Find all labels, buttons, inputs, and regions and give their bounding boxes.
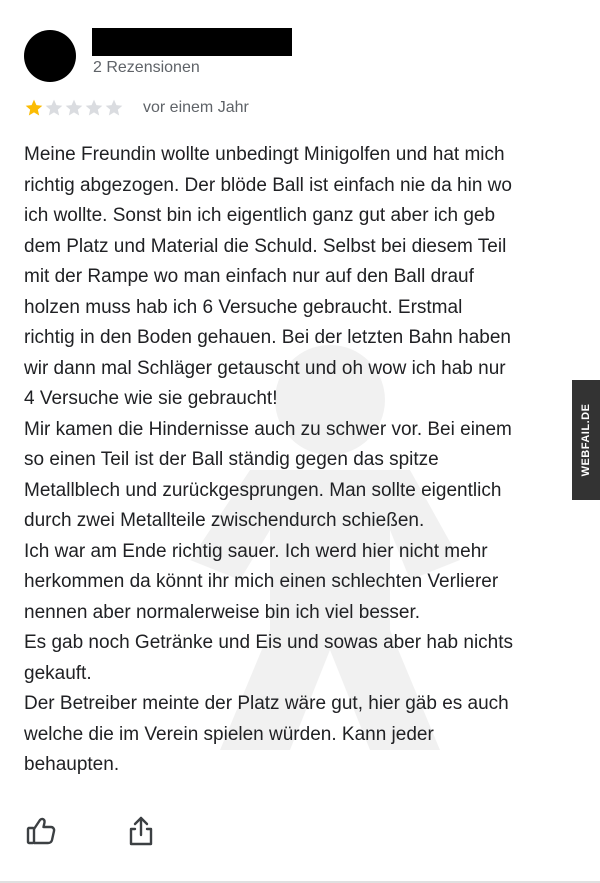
redacted-reviewer-name[interactable] xyxy=(92,28,292,56)
share-button[interactable] xyxy=(124,814,158,848)
avatar[interactable] xyxy=(24,30,76,82)
star-empty-icon xyxy=(84,98,104,118)
reviewer-header xyxy=(24,28,584,84)
review-actions xyxy=(24,814,224,848)
star-empty-icon xyxy=(104,98,124,118)
like-button[interactable] xyxy=(24,814,58,848)
share-icon xyxy=(124,814,158,848)
side-tab-label: WEBFAIL.DE xyxy=(580,403,592,477)
review-text: Meine Freundin wollte unbedingt Minigolfen und hat mich richtig abgezogen. Der blöde Ball ist einfach nie da hin wo ich wollte. Sonst bin ich eigentlich ganz gut aber ich geb dem Platz und Material die Schuld. Selbst bei diesem Teil mit der Rampe wo man einfach nur auf den Ball drauf holzen muss hab ich 6 Versuche gebraucht. Erstmal richtig in den Boden gehauen. Bei der letzten Bahn haben wir dann mal Schläger getauscht und oh wow ich hab nur 4 Versuche wie sie gebraucht! Mir kamen die Hindernisse auch zu schwer vor. Bei einem so einen Teil ist der Ball ständig gegen das spitze Metallblech und zurückgesprungen. Man sollte eigentlich durch zwei Metallteile zwischendurch schießen. Ich war am Ende richtig sauer. Ich werd hier nicht mehr herkommen da könnt ihr mich einen schlechten Verlierer nennen aber normalerweise bin ich viel besser. Es gab noch Getränke und Eis und sowas aber hab nichts gekauft. Der Betreiber meinte der Platz wäre gut, hier gäb es auch welche die im Verein spielen würden. Kann jeder behaupten. xyxy=(24,144,514,775)
star-rating xyxy=(24,98,124,120)
thumbs-up-icon xyxy=(24,814,58,848)
rating-row xyxy=(24,98,424,120)
star-empty-icon xyxy=(64,98,84,118)
review-date: vor einem Jahr xyxy=(143,99,249,116)
webfail-side-tab[interactable] xyxy=(572,380,600,500)
review-count: 2 Rezensionen xyxy=(93,59,200,76)
star-filled-icon xyxy=(24,98,44,118)
star-empty-icon xyxy=(44,98,64,118)
